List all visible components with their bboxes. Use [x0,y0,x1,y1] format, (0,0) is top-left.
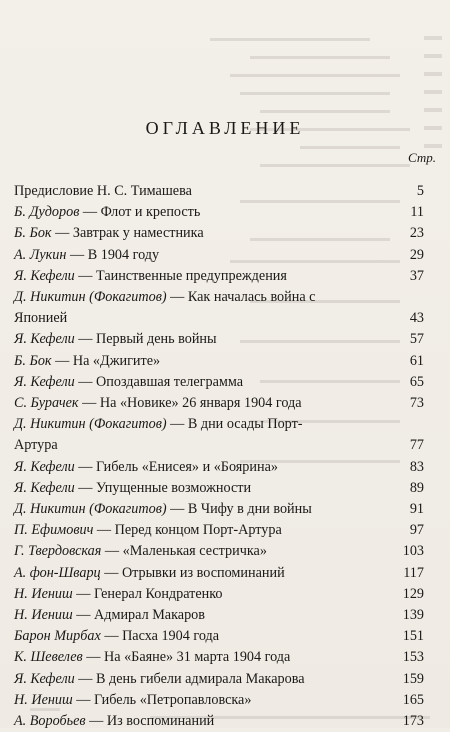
toc-entry-author: Я. Кефели [14,373,75,390]
toc-entry-author: Г. Твердовская [14,543,102,560]
toc-entry-title: — Упущенные возможности [74,479,252,496]
toc-entry [14,711,422,732]
toc-entry-title-continued: Японией [14,310,68,327]
toc-entry-author: Я. Кефели [14,458,75,475]
toc-entry-title: — Пасха 1904 года [100,628,220,645]
toc-entry-title: — В дни осады Порт- [166,416,303,433]
toc-entry-page-number: 23 [409,225,424,242]
toc-entry [14,414,422,456]
toc-entry-title: — Перед концом Порт-Артура [93,522,282,539]
toc-entry-page-number: 103 [402,543,424,560]
toc-entry-author: А. Лукин [14,246,67,263]
toc-entry-line [14,416,303,432]
toc-entry-author: А. Воробьев [14,713,86,730]
toc-entry-title: — На «Баяне» 31 марта 1904 года [82,649,291,666]
toc-entry-page-number: 151 [402,628,424,645]
toc-entry-line [14,183,192,199]
toc-entry-page-number: 173 [402,713,424,730]
toc-entry [14,372,422,393]
toc-entry [14,647,422,668]
toc-entry-title: — Адмирал Макаров [72,607,205,624]
toc-entry-page-number: 139 [402,607,424,624]
toc-entry-page-number: 159 [402,670,424,687]
toc-entry-page-number: 73 [409,395,424,412]
toc-entry-page-number: 129 [402,585,424,602]
toc-entry-page-number: 91 [409,501,424,518]
toc-entry-line [14,331,217,347]
toc-entry-page-number: 61 [409,352,424,369]
toc-entry [14,202,422,223]
toc-entry-title: — «Маленькая сестричка» [101,543,267,560]
toc-entry-line [14,374,243,390]
toc-entry-title: Предисловие Н. С. Тимашева [14,183,192,199]
toc-entry-author: С. Бурачек [14,395,79,412]
toc-entry [14,393,422,414]
toc-entry-line [14,692,251,708]
toc-entry-line [14,395,302,411]
toc-entry-line [14,671,305,687]
toc-entry-line [14,501,312,517]
toc-entry-page-number: 117 [403,564,424,581]
toc-entry-author: Б. Бок [14,352,52,369]
toc-entry [14,245,422,266]
toc-entry-title: — Опоздавшая телеграмма [74,373,244,390]
toc-entry-line [14,247,159,263]
toc-entry-page-number: 165 [402,691,424,708]
toc-entry-line [14,522,282,538]
toc-entry-title-continued: Артура [14,437,58,454]
toc-entry [14,287,422,329]
toc-entry-page-number: 97 [409,522,424,539]
toc-entry [14,351,422,372]
toc-entry-line [14,565,285,581]
toc-entry-page-number: 77 [409,437,424,454]
toc-entry-title: — Завтрак у наместника [51,225,204,242]
toc-entry-author: А. фон-Шварц [14,564,101,581]
toc-entry-title: — Как началась война с [166,289,316,306]
toc-entry-author: П. Ефимович [14,522,94,539]
toc-entry-title: — В 1904 году [66,246,160,263]
toc-entry [14,457,422,478]
toc-entry-title: — На «Новике» 26 января 1904 года [78,395,302,412]
toc-entry [14,520,422,541]
toc-entry-title: — Отрывки из воспоминаний [100,564,285,581]
toc-entry [14,669,422,690]
toc-entry-page-number: 5 [416,183,424,199]
toc-entry-author: Я. Кефели [14,479,75,496]
toc-entry-page-number: 153 [402,649,424,666]
toc-entry [14,626,422,647]
toc-entry-author: Н. Иениш [14,585,73,602]
toc-entry-title: — Первый день войны [74,331,217,348]
toc-entry [14,223,422,244]
toc-entry [14,563,422,584]
toc-entry-page-number: 57 [409,331,424,348]
toc-entry-author: Д. Никитин (Фокагитов) [14,501,167,518]
toc-entry-line [14,459,278,475]
toc-entry-title: — Гибель «Петропавловска» [72,691,252,708]
toc-entry-line [14,586,223,602]
toc-entry-line [14,649,290,665]
toc-entry-title: — На «Джигите» [51,352,161,369]
toc-entry-page-number: 83 [409,458,424,475]
toc-entry [14,329,422,350]
toc-entry-page-number: 11 [410,204,424,221]
toc-entry-title: — Флот и крепость [79,204,201,221]
toc-entry-line [14,204,200,220]
toc-entry-author: Я. Кефели [14,267,75,284]
toc-entry-line [14,628,219,644]
toc-title: ОГЛАВЛЕНИЕ [145,118,305,138]
table-of-contents [14,181,422,732]
toc-entry [14,690,422,711]
toc-entry-title: — Из воспоминаний [85,713,215,730]
toc-entry-line [14,225,204,241]
toc-entry-title: — Гибель «Енисея» и «Боярина» [74,458,278,475]
toc-entry-line [14,353,160,369]
toc-entry-title: — Генерал Кондратенко [72,585,223,602]
toc-entry-title: — Таинственные предупреждения [74,267,287,284]
toc-entry-page-number: 65 [409,373,424,390]
toc-entry-author: Я. Кефели [14,331,75,348]
toc-entry-line [14,289,315,305]
toc-entry-author: Барон Мирбах [14,628,101,645]
page-column-label: Стр. [408,150,436,165]
toc-entry-author: Д. Никитин (Фокагитов) [14,416,167,433]
toc-entry-author: К. Шевелев [14,649,83,666]
toc-entry-page-number: 43 [409,310,424,327]
toc-entry-line [14,268,287,284]
toc-entry [14,584,422,605]
toc-entry-author: Д. Никитин (Фокагитов) [14,289,167,306]
toc-entry [14,499,422,520]
toc-entry-line [14,480,251,496]
toc-entry-author: Н. Иениш [14,691,73,708]
toc-entry-line [14,713,214,729]
toc-entry [14,478,422,499]
toc-entry [14,181,422,202]
toc-entry-page-number: 29 [409,246,424,263]
toc-entry [14,541,422,562]
toc-entry-title: — В день гибели адмирала Макарова [74,670,305,687]
toc-entry-author: Б. Бок [14,225,52,242]
toc-entry-page-number: 89 [409,479,424,496]
toc-entry-title: — В Чифу в дни войны [166,501,312,518]
toc-entry-author: Я. Кефели [14,670,75,687]
toc-entry-author: Н. Иениш [14,607,73,624]
toc-entry-line [14,607,205,623]
toc-entry [14,266,422,287]
toc-entry [14,605,422,626]
toc-entry-author: Б. Дудоров [14,204,80,221]
toc-entry-page-number: 37 [409,267,424,284]
toc-entry-line [14,543,267,559]
